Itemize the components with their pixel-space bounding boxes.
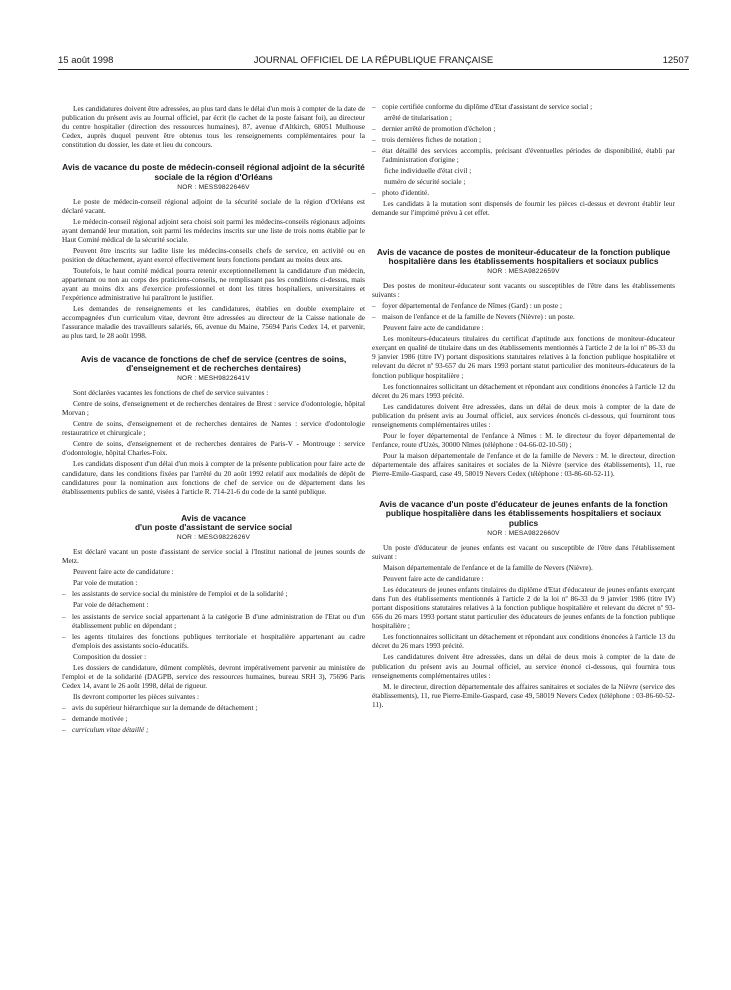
nor-reference: NOR : MESH9822641V (177, 375, 250, 383)
paragraph: Les demandes de renseignements et les candidatures, établies en double exemplaire et accompagnées d'un curriculum vitae, devront être adressées au directeur de la Caisse nationale de l'assurance maladie des travailleurs salariés, 66, avenue du Maine, 75694 Paris Cedex 14, et parvenir, au plus tard, le 28 août 1998. (62, 304, 365, 341)
nor-reference: NOR : MESA9822659V (487, 268, 560, 276)
paragraph: Les fonctionnaires sollicitant un détachement et répondant aux conditions énoncées à l'article 12 du décret du 26 mars 1993 précité. (372, 381, 675, 400)
dash-item: – trois dernières fiches de notation ; (372, 135, 482, 145)
paragraph: Un poste d'éducateur de jeunes enfants est vacant ou susceptible de l'être dans l'établissement suivant : (372, 542, 675, 561)
dash-item-text: demande motivée ; (72, 713, 128, 723)
paragraph: Les éducateurs de jeunes enfants titulaires du diplôme d'Etat d'éducateur de jeunes enfants exerçant dans l'un des établissements mentionnés à l'article 2 de la loi nº 86-33 du 9 janvier 1986 (titre IV) portant dispositions statutaires relatives à la fonction publique hospitalière et relevant du décret nº 93-656 du 26 mars 1993 portant statut particulier des éducateurs de jeunes enfants de la fonction publique hospitalière ; (372, 585, 675, 631)
page-header (58, 55, 689, 69)
dash-item: – curriculum vitae détaillé ; (62, 725, 149, 735)
section-title-assistant-line2: d'un poste d'assistant de service social (134, 521, 293, 532)
paragraph: Les dossiers de candidature, dûment complétés, devront impérativement parvenir au ministère de l'emploi et de la solidarité (DAGPB, service des ressources humaines, bureau SRH 3), 75696 Paris Cedex 14, avant le 26 août 1998, délai de rigueur. (62, 662, 365, 690)
paragraph: Centre de soins, d'enseignement et de recherches dentaires de Nantes : service d'odontologie restauratrice et chirurgicale ; (62, 419, 365, 438)
dash-item-text: foyer départemental de l'enfance de Nîmes (Gard) : un poste ; (382, 301, 563, 311)
paragraph: Les candidats à la mutation sont dispensés de fournir les pièces ci-dessus et devront établir leur demande sur l'imprimé prévu à cet effet. (372, 199, 675, 218)
paragraph: Toutefois, le haut comité médical pourra retenir exceptionnellement la candidature d'un médecin, appartenant ou non au corps des praticiens-conseils, ne remplissant pas les conditions ci-dessus, mais ayant au moins dix ans d'exercice professionnel et dont les titres hospitaliers, universitaires et l'expérience administrative lui paraîtront le justifier. (62, 266, 365, 303)
dash-item-text: les assistants de service social du ministère de l'emploi et de la solidarité ; (72, 589, 288, 599)
paragraph: Les candidats disposent d'un délai d'un mois à compter de la présente publication pour faire acte de candidature, dans les conditions fixées par l'arrêté du 20 août 1992 relatif aux modalités de dépôt de candidatures pour la nomination aux fonctions de chef de service ou de département dans les établissements publics de santé, visées à l'article R. 714-21-6 du code de la santé publique. (62, 459, 365, 496)
paragraph: Peuvent faire acte de candidature : (383, 323, 484, 333)
dash-item-text: état détaillé des services accomplis, précisant d'éventuelles périodes de disponibilité, établi par l'administration d'origine ; (382, 146, 675, 165)
journal-title: JOURNAL OFFICIEL DE LA RÉPUBLIQUE FRANÇAISE (253, 55, 494, 66)
section-title-moniteur-educateur: Avis de vacance de postes de moniteur-éducateur de la fonction publique hospitalière dans les établissements hospitaliers et sociaux publics (376, 246, 671, 266)
dash-item: – photo d'identité. (372, 188, 430, 198)
dash-item: – les agents titulaires des fonctions publiques territoriale et hospitalière appartenant au cadre d'emplois des assistants socio-éducatifs. (62, 631, 365, 650)
paragraph: Centre de soins, d'enseignement et de recherches dentaires de Brest : service d'odontologie, hôpital Morvan ; (62, 399, 365, 418)
dash-item: – maison de l'enfance et de la famille de Nevers (Nièvre) : un poste. (372, 312, 575, 322)
dash-item-text: maison de l'enfance et de la famille de Nevers (Nièvre) : un poste. (382, 312, 575, 322)
paragraph: Les moniteurs-éducateurs titulaires du certificat d'aptitude aux fonctions de moniteur-éducateur exerçant en qualité de titulaire dans un des établissements mentionnés à l'article 2 de la loi nº 86-33 du 9 janvier 1986 (titre IV) portant dispositions statutaires relatives à la fonction publique hospitalière et relevant du décret nº 93-657 du 26 mars 1993 portant statut particulier des moniteurs-éducateurs de la fonction publique hospitalière ; (372, 334, 675, 380)
dash-item-text: dernier arrêté de promotion d'échelon ; (382, 124, 496, 134)
paragraph: Pour le foyer départemental de l'enfance à Nîmes : M. le directeur du foyer départemental de l'enfance, route d'Uzès, 30000 Nîmes (téléphone : 04-66-02-10-50) ; (372, 430, 675, 449)
left-column (62, 104, 365, 736)
dash-item-text: les assistants de service social appartenant à la catégorie B d'une administration de l'Etat ou d'un établissement public en dépendant ; (72, 611, 365, 630)
dash-item-text: curriculum vitae détaillé ; (72, 725, 149, 735)
paragraph: Composition du dossier : (73, 651, 147, 661)
dash-item: – les assistants de service social du ministère de l'emploi et de la solidarité ; (62, 589, 288, 599)
dash-item-text: copie certifiée conforme du diplôme d'Etat d'assistant de service social ; (382, 102, 593, 111)
intro-paragraph: Les candidatures doivent être adressées, au plus tard dans le délai d'un mois à compter de la date de publication du présent avis au Journal officiel, par écrit (le cachet de la poste faisant foi), au directeur du centre hospitalier (direction des ressources humaines), 87, avenue d'Altkirch, 68051 Mulhouse Cedex, auprès duquel peuvent être obtenus tous les renseignements complémentaires pour la constitution du dossier, les date et lieu du concours. (62, 104, 365, 150)
dash-item-text: les agents titulaires des fonctions publiques territoriale et hospitalière appartenant au cadre d'emplois des assistants socio-éducatifs. (72, 631, 365, 650)
issue-date: 15 août 1998 (58, 55, 114, 66)
right-column (372, 102, 675, 711)
nor-reference: NOR : MESS9822646V (177, 183, 250, 191)
dash-item: – foyer départemental de l'enfance de Nîmes (Gard) : un poste ; (372, 301, 563, 311)
paragraph: Les candidatures doivent être adressées, dans un délai de deux mois à compter de la date de publication du présent avis au Journal officiel, aux services énoncés ci-dessous, qui fourniront tous renseignements complémentaires utiles : (372, 401, 675, 429)
paragraph: Les candidatures doivent être adressées, dans un délai de deux mois à compter de la date de publication du présent avis au Journal officiel, au service énoncé ci-dessous, qui fournira tous renseignements complémentaires utiles : (372, 652, 675, 680)
nor-reference: NOR : MESG9822626V (176, 534, 251, 542)
nor-reference: NOR : MESA9822660V (487, 529, 560, 537)
dash-item-text: trois dernières fiches de notation ; (382, 135, 482, 145)
paragraph: Peuvent faire acte de candidature : (73, 567, 174, 577)
paragraph: Les fonctionnaires sollicitant un détachement et répondant aux conditions énoncées à l'article 13 du décret du 26 mars 1993 précité. (372, 632, 675, 651)
paragraph: Centre de soins, d'enseignement et de recherches dentaires de Paris-V - Montrouge : service d'odontologie, hôpital Charles-Foix. (62, 439, 365, 458)
paragraph: Maison départementale de l'enfance et de la famille de Nevers (Nièvre). (383, 563, 593, 573)
list-line: arrêté de titularisation ; (384, 113, 452, 123)
paragraph: Est déclaré vacant un poste d'assistant de service social à l'Institut national de jeunes sourds de Metz. (62, 547, 365, 566)
list-line: fiche individuelle d'état civil ; (384, 166, 472, 176)
section-title-assistant-line1: Avis de vacance (181, 512, 246, 523)
paragraph: Le médecin-conseil régional adjoint sera choisi soit parmi les médecins-conseils régionaux adjoints ayant demandé leur mutation, soit parmi les médecins inscrits sur une liste de trois noms établie par le Haut Comité médical de la sécurité sociale. (62, 216, 365, 245)
paragraph: Peuvent faire acte de candidature : (383, 574, 484, 584)
dash-item: – les assistants de service social appartenant à la catégorie B d'une administration de l'Etat ou d'un établissement public en dépendant ; (62, 611, 365, 630)
paragraph: Ils devront comporter les pièces suivantes : (73, 691, 200, 701)
section-title-educateur-jeunes-enfants: Avis de vacance d'un poste d'éducateur de jeunes enfants de la fonction publique hospitalière dans les établissements hospitaliers et sociaux publics (379, 499, 668, 528)
page-number: 12507 (662, 55, 689, 66)
list-line: numéro de sécurité sociale ; (384, 177, 466, 187)
paragraph: Par voie de mutation : (73, 578, 138, 588)
dash-item: – avis du supérieur hiérarchique sur la demande de détachement ; (62, 702, 258, 712)
paragraph: Peuvent être inscrits sur ladite liste les médecins-conseils chefs de service, en activité ou en position de détachement, ayant exercé effectivement leurs fonctions pendant au moins deux ans. (62, 246, 365, 265)
paragraph: Des postes de moniteur-éducateur sont vacants ou susceptibles de l'être dans les établissements suivants : (372, 281, 675, 300)
paragraph: Le poste de médecin-conseil régional adjoint de la sécurité sociale de la région d'Orléans est déclaré vacant. (62, 196, 365, 215)
paragraph: Pour la maison départementale de l'enfance et de la famille de Nevers : M. le directeur, direction départementale des affaires sanitaires et sociales de la Nièvre (service des établissements), 11, rue Pierre-Emile-Gaspard, case 49, 58019 Nevers Cedex (téléphone : 03-86-60-52-11). (372, 450, 675, 478)
header-rule (58, 69, 689, 70)
dash-item: – état détaillé des services accomplis, précisant d'éventuelles périodes de disponibilité, établi par l'administration d'origine ; (372, 146, 675, 165)
section-title-medecin-conseil: Avis de vacance du poste de médecin-conseil régional adjoint de la sécurité sociale de la région d'Orléans (62, 162, 365, 182)
paragraph: M. le directeur, direction départementale des affaires sanitaires et sociales de la Nièvre (service des établissements), 11, rue Pierre-Emile-Gaspard, case 49, 58019 Nevers Cedex (téléphone : 03-86-60-52-11). (372, 681, 675, 709)
paragraph: Par voie de détachement : (73, 600, 149, 610)
dash-item-text: avis du supérieur hiérarchique sur la demande de détachement ; (72, 702, 258, 712)
dash-item: – copie certifiée conforme du diplôme d'Etat d'assistant de service social ; (372, 102, 593, 111)
section-title-chef-de-service: Avis de vacance de fonctions de chef de service (centres de soins, d'enseignement et de recherches dentaires) (80, 353, 347, 373)
dash-item-text: photo d'identité. (382, 188, 430, 198)
paragraph: Sont déclarées vacantes les fonctions de chef de service suivantes : (73, 388, 269, 398)
dash-item: – dernier arrêté de promotion d'échelon ; (372, 124, 496, 134)
dash-item: – demande motivée ; (62, 713, 128, 723)
